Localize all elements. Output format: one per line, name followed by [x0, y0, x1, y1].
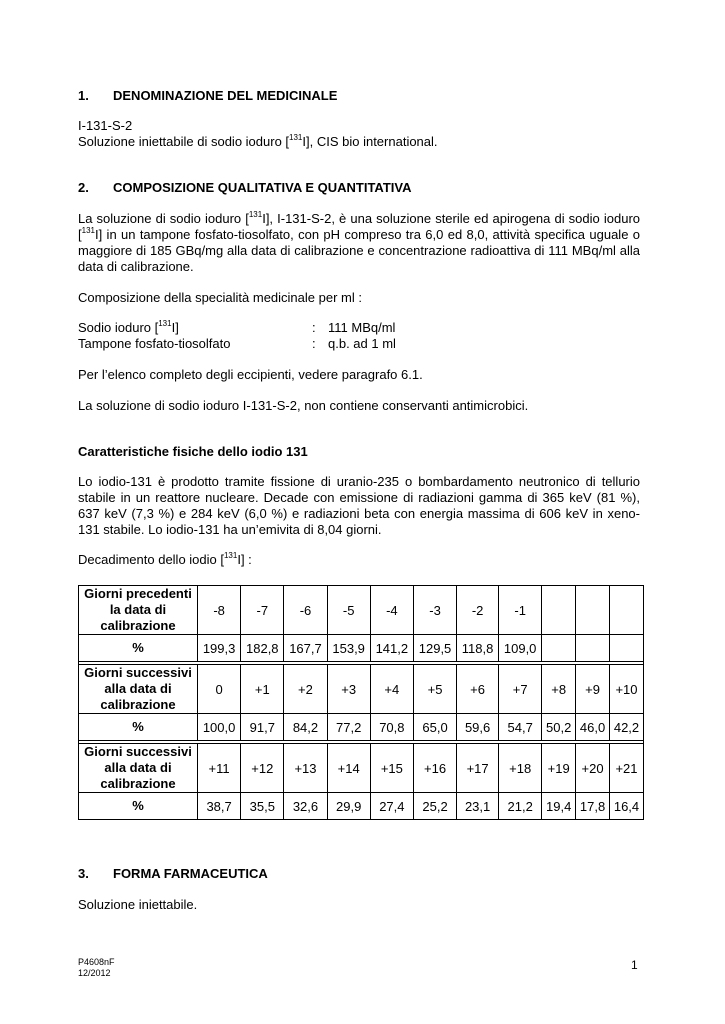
composition-label: Tampone fosfato-tiosolfato: [78, 336, 231, 351]
section-title: COMPOSIZIONE QUALITATIVA E QUANTITATIVA: [113, 180, 412, 195]
superscript: 131: [81, 225, 95, 235]
day-cell: +20: [576, 744, 610, 793]
row-header: %: [79, 793, 198, 820]
day-cell: -4: [370, 586, 413, 635]
text-fragment: I], CIS bio international.: [302, 134, 438, 149]
day-cell: [610, 586, 644, 635]
day-cell: +13: [284, 744, 327, 793]
day-cell: +9: [576, 665, 610, 714]
day-cell: -6: [284, 586, 327, 635]
excipients-note: Per l’elenco completo degli eccipienti, vedere paragrafo 6.1.: [78, 367, 423, 382]
percent-cell: 19,4: [542, 793, 576, 820]
day-cell: -7: [241, 586, 284, 635]
percent-cell: [610, 635, 644, 662]
percent-cell: 25,2: [413, 793, 456, 820]
day-cell: -1: [499, 586, 542, 635]
composition-value: q.b. ad 1 ml: [328, 336, 396, 351]
text-fragment: I] :: [237, 552, 252, 567]
text-fragment: I], I-131-S-2, è una soluzione sterile ed apirogena di sodio ioduro [: [78, 211, 640, 242]
day-cell: [576, 586, 610, 635]
composition-intro: Composizione della specialità medicinale per ml :: [78, 290, 362, 305]
percent-cell: 54,7: [499, 714, 542, 741]
percent-cell: 59,6: [457, 714, 499, 741]
day-cell: +11: [198, 744, 241, 793]
day-cell: +8: [542, 665, 576, 714]
day-cell: [542, 586, 576, 635]
row-header: %: [79, 714, 198, 741]
day-cell: +19: [542, 744, 576, 793]
composition-separator: :: [312, 336, 316, 351]
section-1-heading: [78, 88, 640, 104]
superscript: 131: [248, 209, 263, 219]
day-cell: +5: [413, 665, 456, 714]
day-cell: +2: [284, 665, 327, 714]
percent-cell: 199,3: [198, 635, 241, 662]
table-row: [79, 793, 644, 820]
day-cell: -3: [413, 586, 456, 635]
percent-cell: 65,0: [413, 714, 456, 741]
percent-cell: 153,9: [327, 635, 370, 662]
percent-cell: 70,8: [370, 714, 413, 741]
day-cell: +4: [370, 665, 413, 714]
day-cell: +6: [457, 665, 499, 714]
row-header: Giorni successivi alla data di calibrazione: [79, 665, 198, 714]
composition-label: [78, 320, 312, 336]
day-cell: +17: [457, 744, 499, 793]
percent-cell: 84,2: [284, 714, 327, 741]
section-number: 1.: [78, 88, 89, 103]
text-fragment: Sodio ioduro [: [78, 320, 159, 335]
physical-characteristics-paragraph: Lo iodio-131 è prodotto tramite fissione di uranio-235 o bombardamento neutronico di tellurio stabile in un reattore nucleare. Decade con emissione di radiazioni gamma di 365 keV (81 %), 637 keV (7,3 %) e 284 keV (6,0 %) e radiazioni beta con energia massima di 606 keV in xeno-131 stabile. Lo iodio-131 ha un’emivita di 8,04 giorni.: [78, 474, 640, 537]
percent-cell: 77,2: [327, 714, 370, 741]
page-number: 1: [631, 958, 638, 972]
percent-cell: 141,2: [370, 635, 413, 662]
day-cell: -8: [198, 586, 241, 635]
percent-cell: 38,7: [198, 793, 241, 820]
day-cell: +14: [327, 744, 370, 793]
percent-cell: 21,2: [499, 793, 542, 820]
product-code: I-131-S-2: [78, 118, 133, 133]
percent-cell: 27,4: [370, 793, 413, 820]
day-cell: +12: [241, 744, 284, 793]
day-cell: +21: [610, 744, 644, 793]
superscript: 131: [223, 550, 238, 560]
composition-row: [78, 320, 640, 336]
row-header: Giorni successivi alla data di calibrazione: [79, 744, 198, 793]
decay-table: [78, 585, 644, 820]
composition-row: [78, 336, 640, 352]
text-fragment: I]: [171, 320, 179, 335]
section-number: 3.: [78, 866, 89, 881]
document-code: P4608nF: [78, 957, 115, 967]
table-row: [79, 744, 644, 793]
percent-cell: 35,5: [241, 793, 284, 820]
percent-cell: 167,7: [284, 635, 327, 662]
pharmaceutical-form: Soluzione iniettabile.: [78, 897, 198, 912]
table-row: [79, 665, 644, 714]
superscript: 131: [158, 318, 172, 328]
percent-cell: 23,1: [457, 793, 499, 820]
composition-paragraph: [78, 211, 640, 275]
day-cell: -2: [457, 586, 499, 635]
percent-cell: 129,5: [413, 635, 456, 662]
percent-cell: 29,9: [327, 793, 370, 820]
table-row: [79, 714, 644, 741]
document-date: 12/2012: [78, 968, 111, 978]
percent-cell: 50,2: [542, 714, 576, 741]
percent-cell: [542, 635, 576, 662]
section-number: 2.: [78, 180, 89, 195]
day-cell: +7: [499, 665, 542, 714]
percent-cell: 32,6: [284, 793, 327, 820]
text-fragment: Soluzione iniettabile di sodio ioduro [: [78, 134, 290, 149]
day-cell: +3: [327, 665, 370, 714]
percent-cell: 118,8: [457, 635, 499, 662]
physical-characteristics-heading: Caratteristiche fisiche dello iodio 131: [78, 444, 308, 459]
day-cell: +18: [499, 744, 542, 793]
composition-separator: :: [312, 320, 316, 335]
preservatives-note: La soluzione di sodio ioduro I-131-S-2, non contiene conservanti antimicrobici.: [78, 398, 529, 413]
day-cell: +16: [413, 744, 456, 793]
text-fragment: La soluzione di sodio ioduro [: [78, 211, 249, 226]
percent-cell: 46,0: [576, 714, 610, 741]
section-3-heading: [78, 866, 640, 882]
table-row: [79, 635, 644, 662]
section-2-heading: [78, 180, 640, 196]
percent-cell: [576, 635, 610, 662]
text-fragment: I] in un tampone fosfato-tiosolfato, con pH compreso tra 6,0 ed 8,0, attività specifica uguale o maggiore di 185 GBq/mg alla data di calibrazione e concentrazione radioattiva di 111 MBq/ml alla data di calibrazione.: [78, 227, 640, 274]
day-cell: +15: [370, 744, 413, 793]
composition-value: 111 MBq/ml: [328, 320, 396, 335]
day-cell: -5: [327, 586, 370, 635]
percent-cell: 16,4: [610, 793, 644, 820]
text-fragment: Decadimento dello iodio [: [78, 552, 224, 567]
section-title: FORMA FARMACEUTICA: [113, 866, 268, 881]
percent-cell: 100,0: [198, 714, 241, 741]
table-row: [79, 586, 644, 635]
percent-cell: 91,7: [241, 714, 284, 741]
section-title: DENOMINAZIONE DEL MEDICINALE: [113, 88, 338, 103]
row-header: Giorni precedenti la data di calibrazione: [79, 586, 198, 635]
day-cell: +10: [610, 665, 644, 714]
percent-cell: 42,2: [610, 714, 644, 741]
percent-cell: 17,8: [576, 793, 610, 820]
day-cell: +1: [241, 665, 284, 714]
row-header: %: [79, 635, 198, 662]
decay-intro: [78, 552, 640, 568]
percent-cell: 109,0: [499, 635, 542, 662]
day-cell: 0: [198, 665, 241, 714]
percent-cell: 182,8: [241, 635, 284, 662]
superscript: 131: [289, 132, 303, 142]
product-description: [78, 134, 640, 150]
